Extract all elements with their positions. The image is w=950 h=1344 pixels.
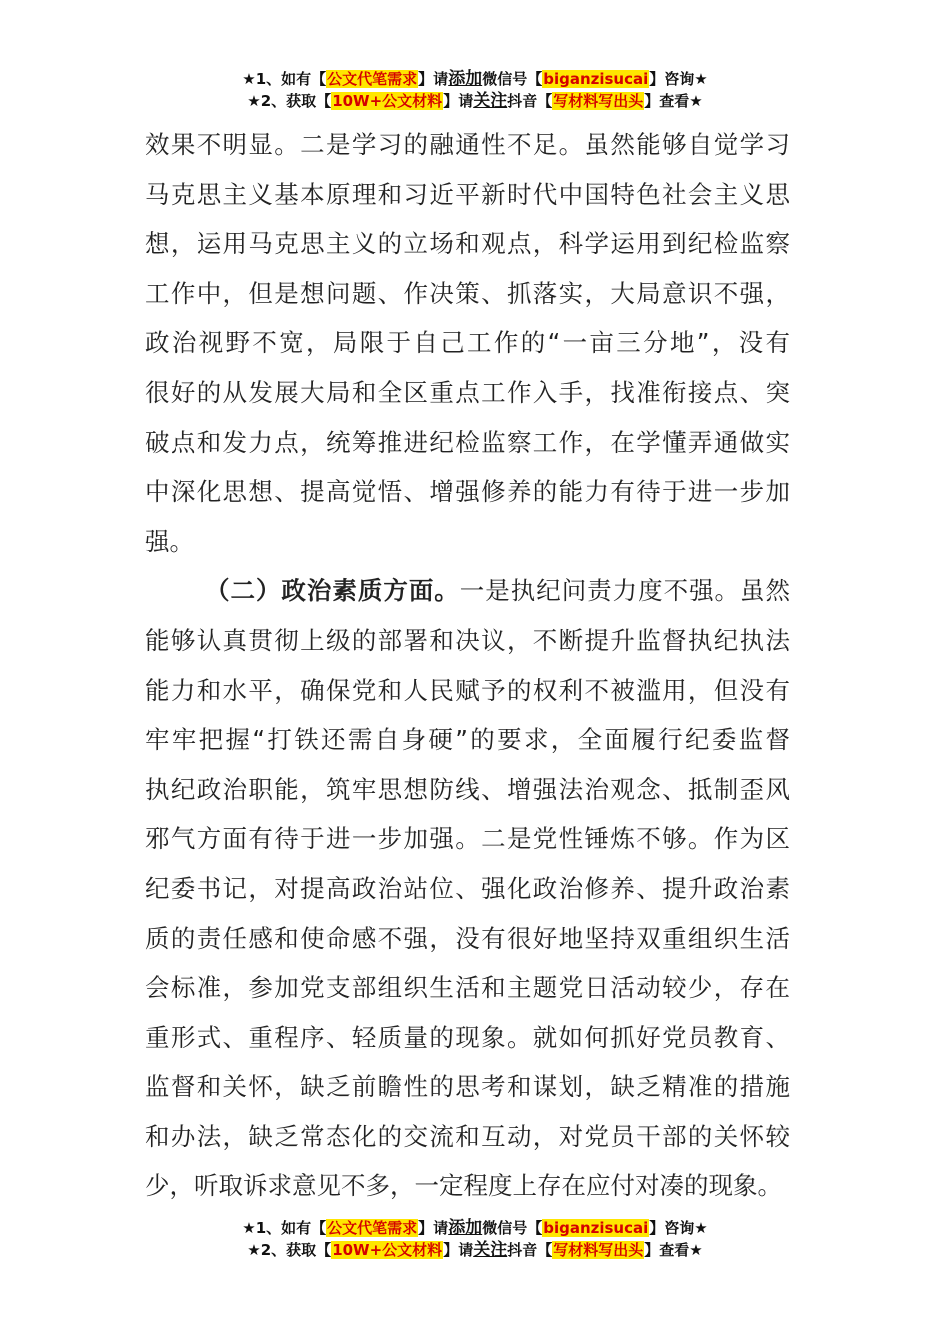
banner-text-follow: 关注 — [473, 91, 508, 111]
banner-text: 】查看★ — [644, 92, 703, 110]
banner-text: ★1、如有【 — [242, 70, 327, 88]
text-line-first — [145, 566, 790, 616]
text-line: 监督和关怀，缺乏前瞻性的思考和谋划，缺乏精准的措施 — [145, 1072, 790, 1102]
text-line: 效果不明显。二是学习的融通性不足。虽然能够自觉学习 — [145, 130, 790, 159]
text-line: 政治视野不宽，局限于自己工作的“一亩三分地”，没有 — [145, 328, 790, 358]
text-line: 牢牢把握“打铁还需自身硬”的要求，全面履行纪委监督 — [145, 725, 790, 755]
section-heading: （二）政治素质方面。 — [205, 576, 460, 606]
text-line: 重形式、重程序、轻质量的现象。就如何抓好党员教育、 — [145, 1022, 790, 1052]
banner-line-2 — [0, 90, 950, 112]
banner-line-2 — [0, 1239, 950, 1261]
document-body — [145, 120, 790, 1211]
text-line: 很好的从发展大局和全区重点工作入手，找准衔接点、突 — [145, 377, 790, 407]
text-line: 想，运用马克思主义的立场和观点，科学运用到纪检监察 — [145, 229, 790, 259]
banner-text: 微信号【 — [482, 70, 543, 88]
highlight-materials: 10W+公文材料 — [332, 92, 443, 110]
banner-text: ★2、获取【 — [247, 1241, 332, 1259]
text-line: 会标准，参加党支部组织生活和主题党日活动较少，存在 — [145, 973, 790, 1003]
banner-line-1 — [0, 1217, 950, 1239]
highlight-wechat-id: biganzisucai — [543, 70, 649, 88]
highlight-douyin-account: 写材料写出头 — [553, 1241, 644, 1259]
text-line: 马克思主义基本原理和习近平新时代中国特色社会主义思 — [145, 179, 790, 209]
banner-text: 】查看★ — [644, 1241, 703, 1259]
banner-text: 】请 — [418, 1219, 449, 1237]
banner-text: 】请 — [443, 92, 474, 110]
text-line: 中深化思想、提高觉悟、增强修养的能力有待于进一步加 — [145, 477, 790, 507]
text-line: 邪气方面有待于进一步加强。二是党性锤炼不够。作为区 — [145, 824, 790, 854]
banner-text: 微信号【 — [482, 1219, 543, 1237]
banner-text-add: 添加 — [448, 1218, 483, 1238]
footer-banner — [0, 1217, 950, 1261]
paragraph-2 — [145, 566, 790, 1211]
banner-text: 】请 — [418, 70, 449, 88]
banner-text: 抖音【 — [507, 92, 553, 110]
text-line: 工作中，但是想问题、作决策、抓落实，大局意识不强， — [145, 278, 790, 308]
paragraph-1 — [145, 120, 790, 566]
text-line: 纪委书记，对提高政治站位、强化政治修养、提升政治素 — [145, 873, 790, 903]
text-line: 强。 — [145, 526, 194, 556]
text-line: 少，听取诉求意见不多，一定程度上存在应付对凑的现象。 — [145, 1171, 782, 1201]
banner-text: ★1、如有【 — [242, 1219, 327, 1237]
banner-text-follow: 关注 — [473, 1240, 508, 1260]
highlight-writing-service: 公文代笔需求 — [327, 1219, 418, 1237]
banner-line-1 — [0, 68, 950, 90]
highlight-wechat-id: biganzisucai — [543, 1219, 649, 1237]
highlight-douyin-account: 写材料写出头 — [553, 92, 644, 110]
text-line: 能够认真贯彻上级的部署和决议，不断提升监督执纪执法 — [145, 625, 790, 655]
text-line: 执纪政治职能，筑牢思想防线、增强法治观念、抵制歪风 — [145, 774, 790, 804]
header-banner — [0, 68, 950, 112]
banner-text: 】咨询★ — [649, 70, 708, 88]
text-line: 和办法，缺乏常态化的交流和互动，对党员干部的关怀较 — [145, 1121, 790, 1151]
banner-text: 】咨询★ — [649, 1219, 708, 1237]
banner-text: 抖音【 — [507, 1241, 553, 1259]
banner-text: ★2、获取【 — [247, 92, 332, 110]
highlight-writing-service: 公文代笔需求 — [327, 70, 418, 88]
banner-text: 】请 — [443, 1241, 474, 1259]
text-run: 一是执纪问责力度不强。虽然 — [459, 576, 791, 606]
text-line: 能力和水平，确保党和人民赋予的权利不被滥用，但没有 — [145, 675, 790, 705]
highlight-materials: 10W+公文材料 — [332, 1241, 443, 1259]
text-line: 破点和发力点，统筹推进纪检监察工作，在学懂弄通做实 — [145, 427, 790, 457]
banner-text-add: 添加 — [448, 69, 483, 89]
text-line: 质的责任感和使命感不强，没有很好地坚持双重组织生活 — [145, 923, 790, 953]
